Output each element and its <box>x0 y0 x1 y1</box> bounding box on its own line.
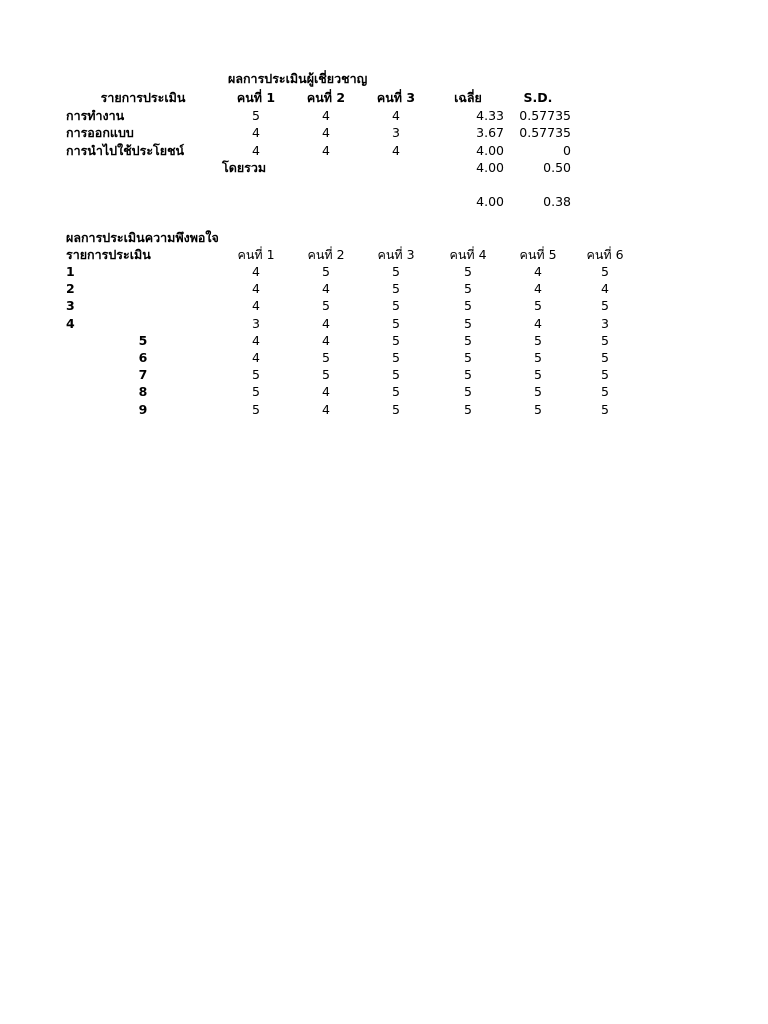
expert-sd: 0.57735 <box>519 125 571 140</box>
satisfaction-header-col-5: คนที่ 5 <box>519 247 557 262</box>
satisfaction-cell: 5 <box>464 281 472 296</box>
satisfaction-cell: 5 <box>601 384 609 399</box>
satisfaction-cell: 5 <box>534 384 542 399</box>
satisfaction-row-label: 1 <box>66 264 75 279</box>
satisfaction-cell: 5 <box>464 384 472 399</box>
expert-header-p3: คนที่ 3 <box>376 90 416 105</box>
expert-mean: 4.00 <box>476 143 504 158</box>
satisfaction-cell: 4 <box>252 298 260 313</box>
satisfaction-cell: 5 <box>322 264 330 279</box>
expert-sd: 0 <box>563 143 571 158</box>
expert-cell: 4 <box>252 143 260 158</box>
satisfaction-row-label: 4 <box>66 316 75 331</box>
satisfaction-cell: 4 <box>322 333 330 348</box>
satisfaction-cell: 5 <box>392 384 400 399</box>
extra-sd: 0.38 <box>543 194 571 209</box>
expert-cell: 4 <box>322 125 330 140</box>
satisfaction-header-item: รายการประเมิน <box>66 247 151 262</box>
expert-row-label: การนำไปใช้ประโยชน์ <box>66 143 185 158</box>
satisfaction-cell: 5 <box>392 333 400 348</box>
satisfaction-cell: 5 <box>464 333 472 348</box>
satisfaction-cell: 4 <box>534 316 542 331</box>
satisfaction-title: ผลการประเมินความพึงพอใจ <box>66 230 219 245</box>
satisfaction-header-col-1: คนที่ 1 <box>237 247 275 262</box>
satisfaction-row-label: 9 <box>138 402 148 417</box>
expert-row-label: การออกแบบ <box>66 125 134 140</box>
extra-mean: 4.00 <box>476 194 504 209</box>
expert-title: ผลการประเมินผู้เชี่ยวชาญ <box>228 71 368 86</box>
satisfaction-cell: 5 <box>464 367 472 382</box>
satisfaction-cell: 4 <box>322 402 330 417</box>
satisfaction-cell: 5 <box>534 298 542 313</box>
satisfaction-cell: 5 <box>601 264 609 279</box>
satisfaction-cell: 3 <box>601 316 609 331</box>
satisfaction-cell: 3 <box>252 316 260 331</box>
satisfaction-cell: 4 <box>252 350 260 365</box>
satisfaction-row-label: 6 <box>138 350 148 365</box>
satisfaction-row-label: 5 <box>138 333 148 348</box>
satisfaction-cell: 5 <box>534 333 542 348</box>
satisfaction-cell: 5 <box>464 316 472 331</box>
satisfaction-row-label: 8 <box>138 384 148 399</box>
expert-header-item: รายการประเมิน <box>100 90 186 105</box>
expert-overall-sd: 0.50 <box>543 160 571 175</box>
satisfaction-cell: 5 <box>392 402 400 417</box>
satisfaction-cell: 5 <box>601 367 609 382</box>
satisfaction-cell: 5 <box>534 402 542 417</box>
expert-cell: 4 <box>392 143 400 158</box>
satisfaction-cell: 5 <box>392 298 400 313</box>
expert-header-sd: S.D. <box>523 90 553 105</box>
satisfaction-cell: 4 <box>601 281 609 296</box>
satisfaction-cell: 4 <box>322 316 330 331</box>
satisfaction-cell: 5 <box>534 350 542 365</box>
satisfaction-cell: 5 <box>464 298 472 313</box>
expert-row-label: การทำงาน <box>66 108 125 123</box>
satisfaction-cell: 5 <box>252 402 260 417</box>
satisfaction-cell: 4 <box>322 384 330 399</box>
satisfaction-cell: 5 <box>464 264 472 279</box>
expert-header-p1: คนที่ 1 <box>236 90 276 105</box>
expert-overall-mean: 4.00 <box>476 160 504 175</box>
expert-cell: 4 <box>322 143 330 158</box>
satisfaction-header-col-3: คนที่ 3 <box>377 247 415 262</box>
satisfaction-cell: 4 <box>252 333 260 348</box>
expert-cell: 5 <box>252 108 260 123</box>
satisfaction-cell: 5 <box>392 281 400 296</box>
satisfaction-cell: 5 <box>464 402 472 417</box>
satisfaction-cell: 5 <box>601 298 609 313</box>
satisfaction-row-label: 3 <box>66 298 75 313</box>
satisfaction-header-col-4: คนที่ 4 <box>449 247 487 262</box>
satisfaction-cell: 4 <box>322 281 330 296</box>
satisfaction-cell: 5 <box>601 333 609 348</box>
satisfaction-cell: 5 <box>392 367 400 382</box>
expert-mean: 4.33 <box>476 108 504 123</box>
satisfaction-cell: 5 <box>392 316 400 331</box>
satisfaction-cell: 5 <box>392 264 400 279</box>
satisfaction-cell: 5 <box>322 350 330 365</box>
satisfaction-row-label: 7 <box>138 367 148 382</box>
satisfaction-cell: 5 <box>252 384 260 399</box>
expert-cell: 4 <box>322 108 330 123</box>
satisfaction-cell: 5 <box>392 350 400 365</box>
satisfaction-cell: 5 <box>601 402 609 417</box>
satisfaction-cell: 5 <box>464 350 472 365</box>
expert-cell: 3 <box>392 125 400 140</box>
expert-overall-label: โดยรวม <box>222 160 267 175</box>
satisfaction-cell: 5 <box>534 367 542 382</box>
satisfaction-cell: 5 <box>322 367 330 382</box>
satisfaction-cell: 4 <box>534 264 542 279</box>
satisfaction-cell: 5 <box>601 350 609 365</box>
expert-cell: 4 <box>392 108 400 123</box>
expert-cell: 4 <box>252 125 260 140</box>
expert-header-p2: คนที่ 2 <box>306 90 346 105</box>
satisfaction-cell: 4 <box>252 264 260 279</box>
satisfaction-cell: 4 <box>252 281 260 296</box>
satisfaction-header-col-2: คนที่ 2 <box>307 247 345 262</box>
satisfaction-cell: 5 <box>252 367 260 382</box>
satisfaction-cell: 4 <box>534 281 542 296</box>
satisfaction-header-col-6: คนที่ 6 <box>586 247 624 262</box>
satisfaction-cell: 5 <box>322 298 330 313</box>
expert-mean: 3.67 <box>476 125 504 140</box>
satisfaction-row-label: 2 <box>66 281 75 296</box>
expert-sd: 0.57735 <box>519 108 571 123</box>
expert-header-mean: เฉลี่ย <box>454 90 482 105</box>
